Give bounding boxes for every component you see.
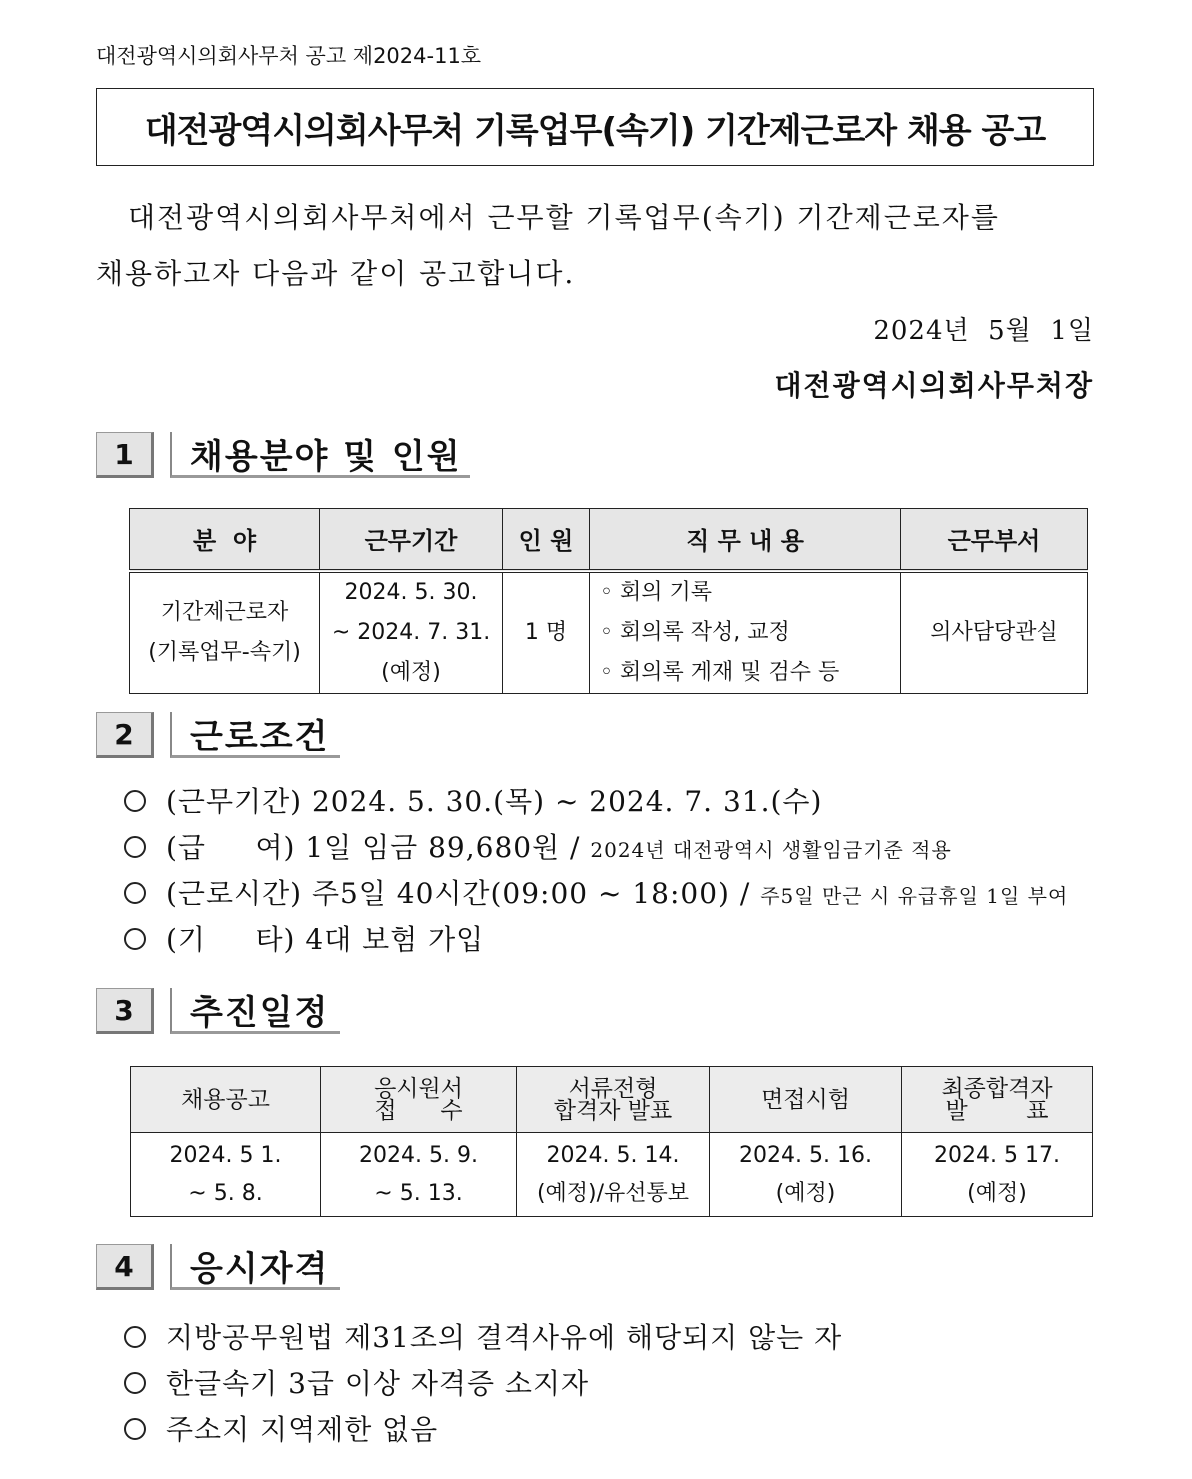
header-line: 면접시험 [761, 1086, 850, 1113]
circle-bullet-icon [124, 790, 146, 812]
condition-text: (근로시간) 주5일 40시간(09:00 ~ 18:00) / [166, 877, 761, 910]
header-line: 접 수 [374, 1097, 463, 1124]
header-field: 분 야 [130, 509, 320, 571]
condition-item [124, 918, 484, 958]
section-title-3: 추진일정 [170, 988, 340, 1034]
table-row [131, 1133, 1093, 1217]
header-line: 합격자 발표 [553, 1097, 673, 1124]
header-final [902, 1067, 1093, 1133]
cell-dept: 의사담당관실 [901, 571, 1088, 694]
section-number-2: 2 [96, 712, 154, 758]
cell-line: (예정) [967, 1180, 1027, 1206]
cell-count: 1 명 [503, 571, 590, 694]
condition-note: 2024년 대전광역시 생활임금기준 적용 [590, 838, 952, 862]
cell-line: (예정)/유선통보 [536, 1180, 690, 1206]
section-title-2: 근로조건 [170, 712, 340, 758]
header-interview [710, 1067, 902, 1133]
schedule-table [130, 1066, 1093, 1217]
qualification-item [124, 1408, 438, 1448]
header-period: 근무기간 [320, 509, 503, 571]
header-line: 최종합격자 [941, 1075, 1053, 1102]
header-duties: 직 무 내 용 [590, 509, 901, 571]
condition-item [124, 872, 1068, 912]
recruit-table-header-row [130, 509, 1088, 571]
header-announce [131, 1067, 321, 1133]
recruit-table [129, 508, 1088, 694]
announcement-date: 2024년 5월 1일 [873, 316, 1094, 346]
intro-line-2: 채용하고자 다음과 같이 공고합니다. [96, 257, 576, 290]
cell-line: 2024. 5. 16. [739, 1142, 872, 1168]
schedule-cell [902, 1133, 1093, 1217]
circle-bullet-icon [124, 928, 146, 950]
cell-line: 2024. 5 17. [934, 1142, 1060, 1168]
qualification-item [124, 1316, 842, 1356]
field-line-1: 기간제근로자 [160, 599, 289, 625]
header-line: 발 표 [945, 1097, 1049, 1124]
table-row [130, 571, 1088, 694]
circle-bullet-icon [124, 836, 146, 858]
circle-bullet-icon [124, 1326, 146, 1348]
section-title-1: 채용분야 및 인원 [170, 432, 470, 478]
schedule-cell [710, 1133, 902, 1217]
section-number-4: 4 [96, 1244, 154, 1290]
schedule-cell [131, 1133, 321, 1217]
field-line-2: (기록업무-속기) [148, 639, 301, 665]
qualification-text: 주소지 지역제한 없음 [166, 1413, 439, 1446]
qualification-text: 한글속기 3급 이상 자격증 소지자 [166, 1367, 590, 1400]
period-line-2: ~ 2024. 7. 31. [331, 619, 491, 645]
section-title-4: 응시자격 [170, 1244, 340, 1290]
header-line: 서류전형 [568, 1075, 658, 1102]
period-line-3: (예정) [381, 659, 441, 685]
qualification-item [124, 1362, 589, 1402]
cell-period [320, 571, 503, 694]
schedule-cell [517, 1133, 710, 1217]
cell-line: (예정) [775, 1180, 836, 1206]
header-line: 응시원서 [374, 1075, 463, 1102]
condition-text: (급 여) 1일 임금 89,680원 / [166, 831, 591, 864]
duty-item: ◦ 회의록 게재 및 검수 등 [600, 659, 840, 685]
cell-line: 2024. 5. 9. [359, 1142, 478, 1168]
page-title: 대전광역시의회사무처 기록업무(속기) 기간제근로자 채용 공고 [96, 88, 1094, 166]
header-line: 채용공고 [181, 1086, 270, 1113]
cell-line: ~ 5. 8. [188, 1180, 263, 1206]
schedule-cell [321, 1133, 517, 1217]
qualification-text: 지방공무원법 제31조의 결격사유에 해당되지 않는 자 [166, 1321, 843, 1354]
intro-line-1: 대전광역시의회사무처에서 근무할 기록업무(속기) 기간제근로자를 [128, 201, 1000, 234]
issuer-name: 대전광역시의회사무처장 [774, 369, 1094, 402]
header-count: 인 원 [503, 509, 590, 571]
condition-note: 주5일 만근 시 유급휴일 1일 부여 [760, 884, 1069, 908]
condition-item [124, 826, 952, 866]
section-number-1: 1 [96, 432, 154, 478]
cell-line: 2024. 5 1. [169, 1142, 282, 1168]
circle-bullet-icon [124, 882, 146, 904]
duty-item: ◦ 회의 기록 [600, 579, 712, 605]
cell-field [130, 571, 320, 694]
header-application [321, 1067, 517, 1133]
period-line-1: 2024. 5. 30. [344, 579, 478, 605]
cell-line: 2024. 5. 14. [546, 1142, 680, 1168]
header-document [517, 1067, 710, 1133]
circle-bullet-icon [124, 1372, 146, 1394]
schedule-header-row [131, 1067, 1093, 1133]
header-dept: 근무부서 [901, 509, 1088, 571]
cell-line: ~ 5. 13. [374, 1180, 463, 1206]
notice-number: 대전광역시의회사무처 공고 제2024-11호 [96, 44, 482, 68]
condition-text: (근무기간) 2024. 5. 30.(목) ~ 2024. 7. 31.(수) [166, 785, 823, 818]
condition-text: (기 타) 4대 보험 가입 [166, 923, 485, 956]
section-number-3: 3 [96, 988, 154, 1034]
condition-item [124, 780, 822, 820]
cell-duties [590, 571, 901, 694]
circle-bullet-icon [124, 1418, 146, 1440]
duty-item: ◦ 회의록 작성, 교정 [600, 619, 790, 645]
